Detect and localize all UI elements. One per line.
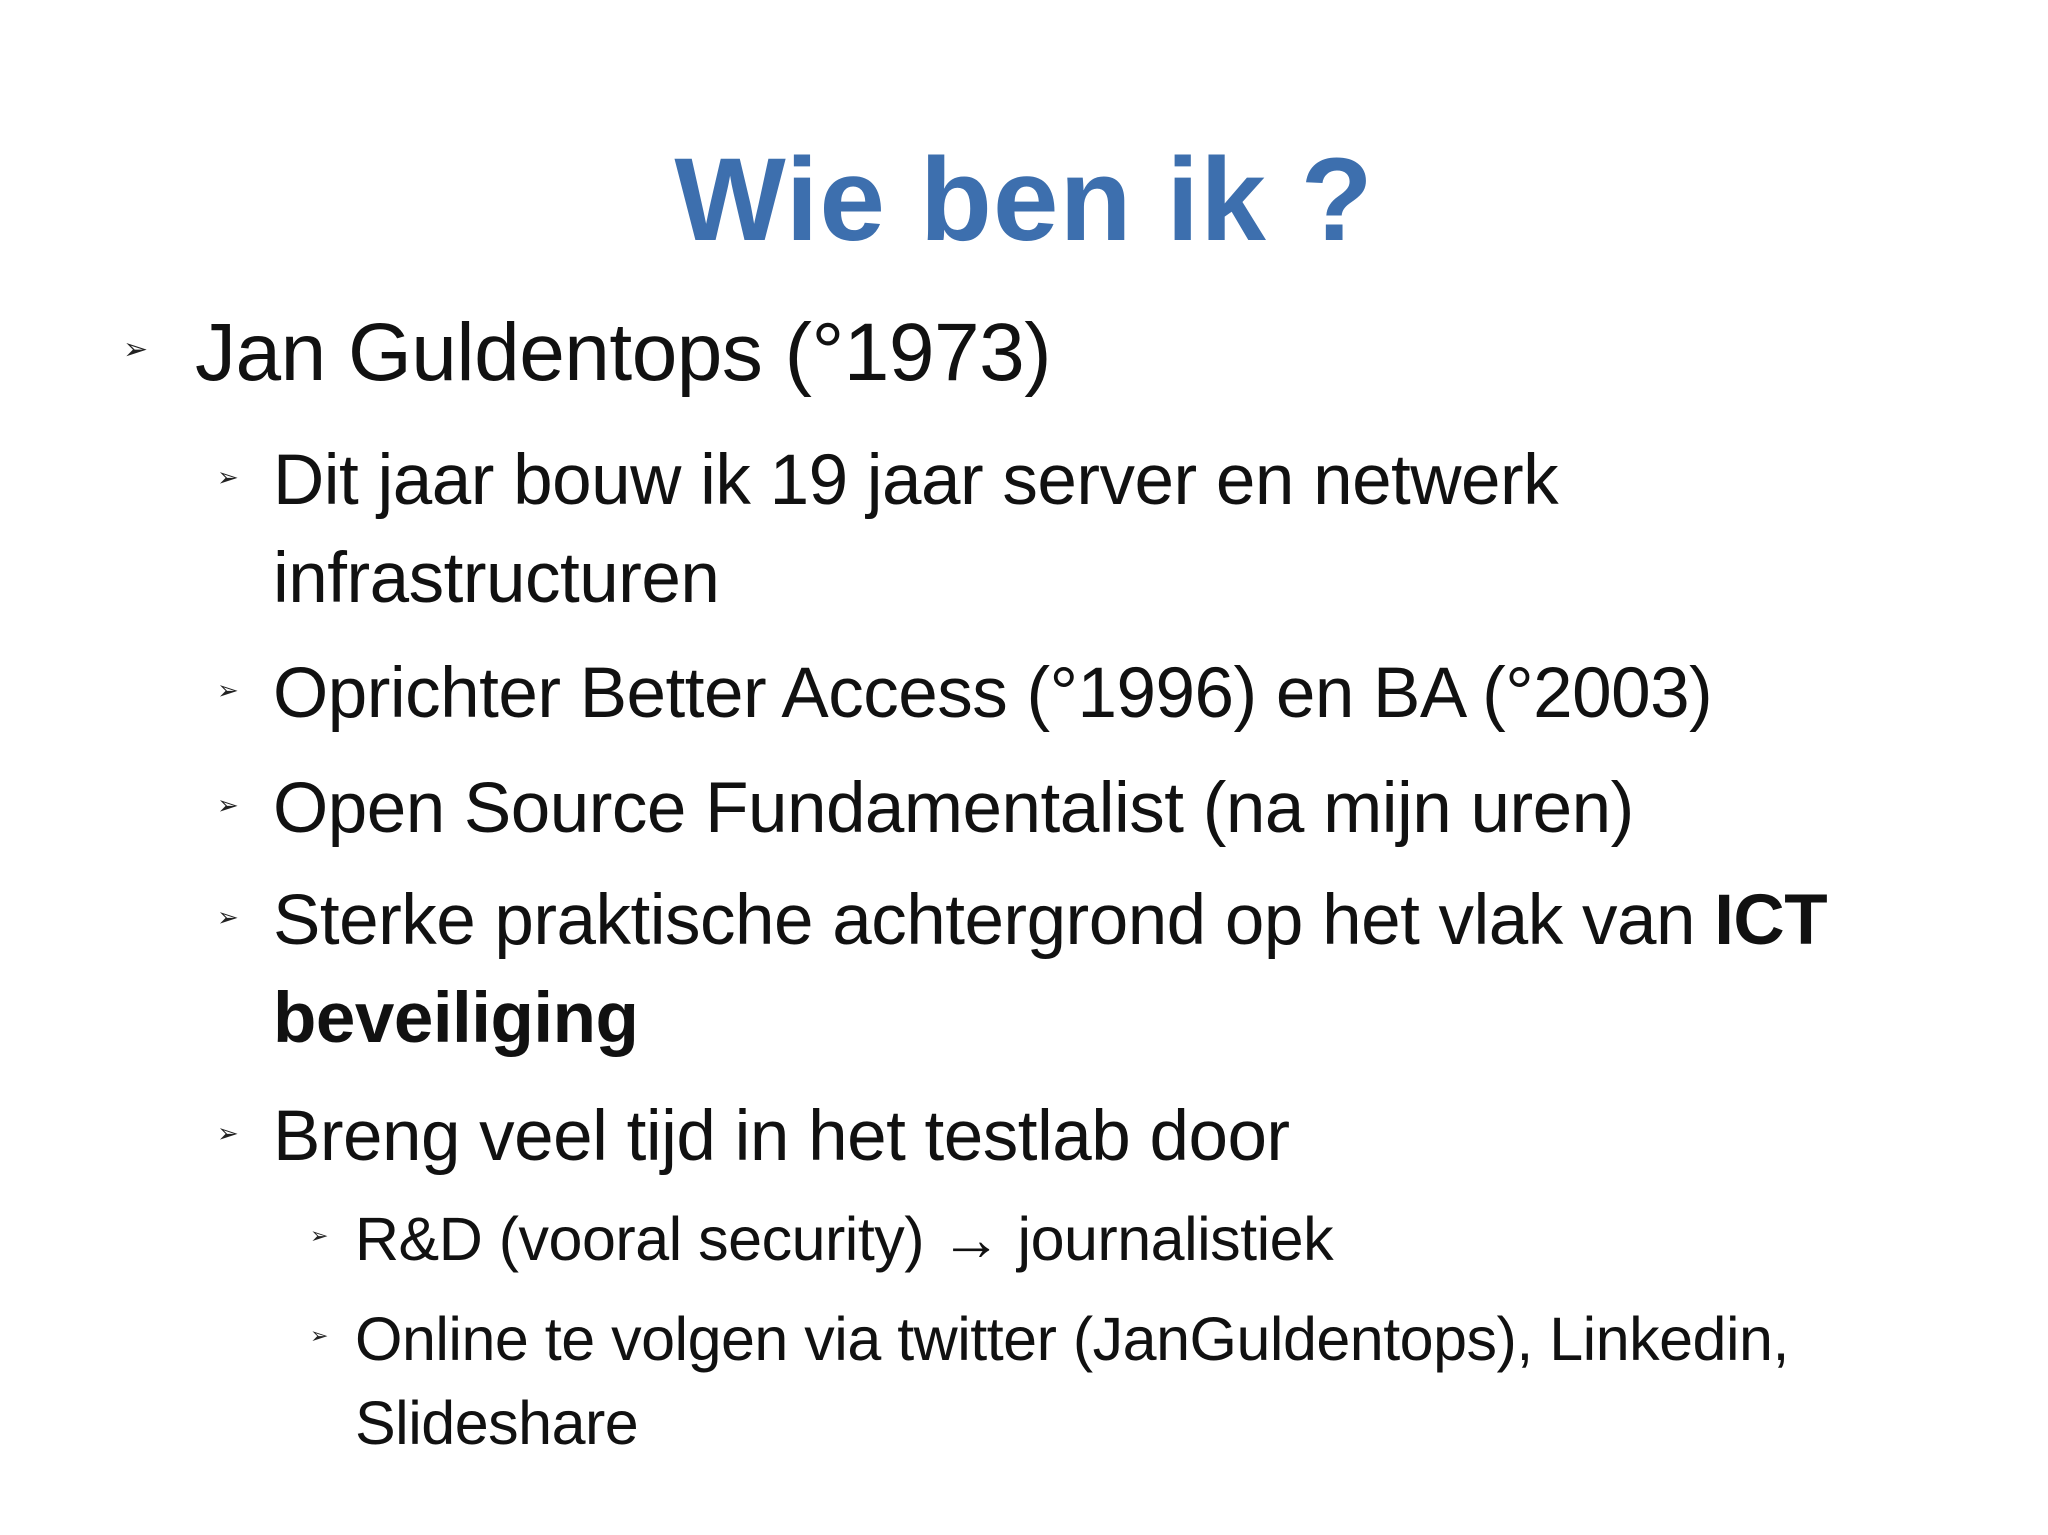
bullet-text (273, 872, 1973, 1068)
arrowhead-bullet-icon: ➢ (217, 1119, 239, 1149)
bullet-item-level1 (123, 305, 1995, 400)
bullet-item-level2 (217, 1088, 1913, 1186)
bullet-text: Online te volgen via twitter (JanGuldentops), Linkedin, Slideshare (355, 1305, 1789, 1457)
bullet-text: Oprichter Better Access (°1996) en BA (°2003) (273, 654, 1713, 733)
bullet-text: Open Source Fundamentalist (na mijn uren) (273, 769, 1634, 848)
arrowhead-bullet-icon: ➢ (217, 463, 239, 493)
arrowhead-bullet-icon: ➢ (217, 676, 239, 706)
slide-title: Wie ben ik ? (674, 134, 1374, 266)
arrowhead-bullet-icon: ➢ (217, 903, 239, 933)
arrowhead-bullet-icon: ➢ (310, 1224, 329, 1249)
bullet-item-level3 (310, 1297, 1955, 1465)
bullet-text-regular: Sterke praktische achtergrond op het vlak van (273, 881, 1715, 960)
arrowhead-bullet-icon: ➢ (123, 332, 149, 367)
bullet-item-level2 (217, 872, 1973, 1068)
bullet-text: Jan Guldentops (°1973) (195, 307, 1052, 398)
arrowhead-bullet-icon: ➢ (310, 1324, 329, 1349)
bullet-text: Dit jaar bouw ik 19 jaar server en netwerk infrastructuren (273, 441, 1559, 618)
bullet-item-level3 (310, 1197, 1915, 1281)
bullet-text: R&D (vooral security) → journalistiek (355, 1205, 1334, 1273)
arrowhead-bullet-icon: ➢ (217, 791, 239, 821)
bullet-item-level2 (217, 432, 1637, 628)
bullet-text-bold: ICT beveiliging (273, 881, 1828, 1058)
bullet-item-level2 (217, 645, 1913, 743)
bullet-text: Breng veel tijd in het testlab door (273, 1097, 1290, 1176)
bullet-item-level2 (217, 760, 1913, 858)
